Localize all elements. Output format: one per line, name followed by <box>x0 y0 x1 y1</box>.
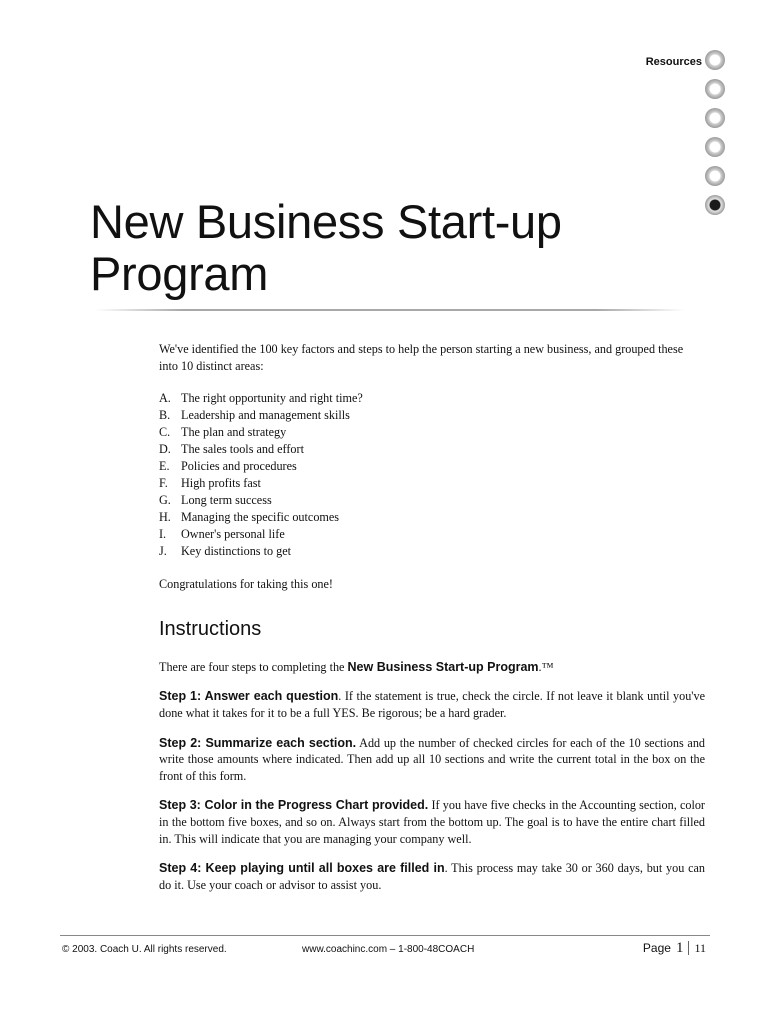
list-item <box>159 441 705 458</box>
list-item-letter: H. <box>159 510 171 525</box>
footer-divider <box>60 935 710 936</box>
list-item-text: Key distinctions to get <box>181 544 292 559</box>
active-section-circle-icon <box>705 195 725 215</box>
section-circle-icon <box>705 79 725 99</box>
list-item-letter: D. <box>159 442 171 457</box>
list-item-letter: A. <box>159 391 171 406</box>
step-title: Step 4: Keep playing until all boxes are filled in <box>159 861 445 876</box>
list-item-letter: J. <box>159 544 167 559</box>
list-item <box>159 424 705 441</box>
list-item <box>159 407 705 424</box>
list-item-text: The sales tools and effort <box>181 442 304 457</box>
intro-paragraph: We've identified the 100 key factors and steps to help the person starting a new business, and grouped these into 10 distinct areas: <box>159 342 684 373</box>
section-circle-icon <box>705 137 725 157</box>
list-item-letter: F. <box>159 476 168 491</box>
step-3 <box>159 797 705 847</box>
list-item <box>159 526 705 543</box>
document-body <box>159 341 705 893</box>
page-number <box>643 941 706 955</box>
congrats-text: Congratulations for taking this one! <box>159 577 333 592</box>
list-item-letter: E. <box>159 459 170 474</box>
list-item-text: The right opportunity and right time? <box>181 391 363 406</box>
list-item-letter: G. <box>159 493 171 508</box>
step-text: Add up the number of checked circles for each of the 10 sections and write those amounts where indicated. Then add up all 10 sections and write the current total in the box on the front of this form. <box>159 735 706 783</box>
list-item-text: Leadership and management skills <box>181 408 350 423</box>
list-item-text: High profits fast <box>181 476 261 491</box>
page-title-line-1: New Business Start-up <box>90 195 562 248</box>
list-item <box>159 390 705 407</box>
list-item <box>159 509 705 526</box>
step-title: Step 1: Answer each question <box>159 689 339 704</box>
website-phone-text: www.coachinc.com – 1-800-48COACH <box>302 944 475 955</box>
section-circle-icon <box>705 108 725 128</box>
step-text: If you have five checks in the Accounting section, color in the bottom five boxes, and so on. Always start from the bottom up. The goal is to have the entire chart filled in. This will indicate that you are managing your company well. <box>159 798 705 846</box>
step-text: . If the statement is true, check the circle. If not leave it blank until you've done what it takes for it to be a full YES. Be rigorous; be a hard grader. <box>159 689 705 720</box>
areas-list <box>159 390 705 560</box>
section-circle-icon <box>705 166 725 186</box>
page-label: Page <box>642 941 671 955</box>
list-item-letter: B. <box>159 408 171 423</box>
step-2 <box>159 735 705 785</box>
list-item-letter: C. <box>159 425 171 440</box>
page-title <box>90 196 690 300</box>
title-divider <box>95 309 685 311</box>
list-item-text: The plan and strategy <box>181 425 287 440</box>
list-item <box>159 543 705 560</box>
resources-label: Resources <box>645 56 702 68</box>
trademark-text: .™ <box>538 659 554 674</box>
list-item <box>159 475 705 492</box>
page-title-line-2: Program <box>90 247 269 300</box>
program-name: New Business Start-up Program <box>347 659 539 674</box>
list-item-text: Owner's personal life <box>181 527 285 542</box>
step-title: Step 3: Color in the Progress Chart provided. <box>159 798 429 813</box>
page-total: 11 <box>694 941 706 955</box>
step-1 <box>159 688 705 721</box>
list-item-text: Policies and procedures <box>181 459 297 474</box>
list-item <box>159 492 705 509</box>
step-4 <box>159 860 705 893</box>
list-item-letter: I. <box>159 527 167 542</box>
list-item-text: Managing the specific outcomes <box>181 510 340 525</box>
steps-intro-text: There are four steps to completing the <box>159 659 348 674</box>
list-item-text: Long term success <box>181 493 272 508</box>
instructions-heading: Instructions <box>159 617 262 640</box>
page-separator <box>688 941 689 955</box>
step-title: Step 2: Summarize each section. <box>159 735 357 750</box>
section-circle-icon <box>705 50 725 70</box>
step-text: . This process may take 30 or 360 days, but you can do it. Use your coach or advisor to assist you. <box>159 861 705 892</box>
section-indicator <box>705 50 725 215</box>
steps-intro <box>159 659 705 676</box>
list-item <box>159 458 705 475</box>
page-current: 1 <box>675 940 684 956</box>
copyright-text: © 2003. Coach U. All rights reserved. <box>62 944 227 955</box>
